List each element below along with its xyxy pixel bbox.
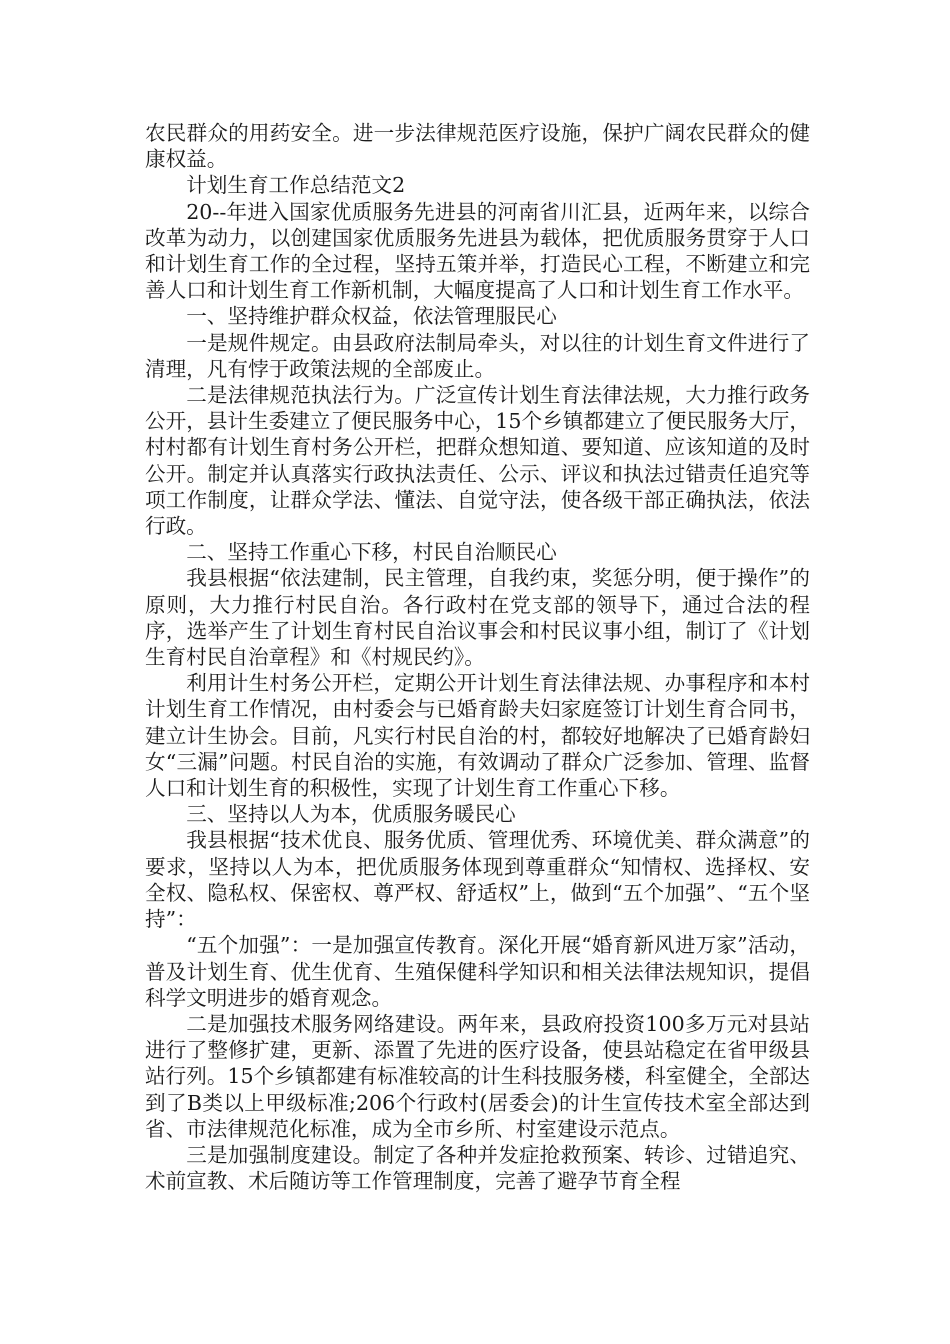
paragraph: 我县根据“技术优良、服务优质、管理优秀、环境优美、群众满意”的要求，坚持以人为本，把优质服务体现到尊重群众“知情权、选择权、安全权、隐私权、保密权、尊严权、舒适权”上，做到“五个加强”、“五个坚持”：: [145, 828, 810, 932]
paragraph: 二是法律规范执法行为。广泛宣传计划生育法律法规，大力推行政务公开，县计生委建立了便民服务中心，15个乡镇都建立了便民服务大厅，村村都有计划生育村务公开栏，把群众想知道、要知道、应该知道的及时公开。制定并认真落实行政执法责任、公示、评议和执法过错责任追究等项工作制度，让群众学法、懂法、自觉守法，使各级干部正确执法，依法行政。: [145, 383, 810, 539]
article-title: 计划生育工作总结范文2: [186, 173, 406, 198]
section-heading-2: 二、坚持工作重心下移，村民自治顺民心: [186, 540, 557, 565]
paragraph: 三是加强制度建设。制定了各种并发症抢救预案、转诊、过错追究、术前宣教、术后随访等工作管理制度，完善了避孕节育全程: [145, 1142, 810, 1194]
paragraph: 利用计生村务公开栏，定期公开计划生育法律法规、办事程序和本村计划生育工作情况，由村委会与已婚育龄夫妇家庭签订计划生育合同书，建立计生协会。目前，凡实行村民自治的村，都较好地解决了已婚育龄妇女“三漏”问题。村民自治的实施，有效调动了群众广泛参加、管理、监督人口和计划生育的积极性，实现了计划生育工作重心下移。: [145, 671, 810, 801]
document-body: [145, 120, 810, 1194]
paragraph: 我县根据“依法建制，民主管理，自我约束，奖惩分明，便于操作”的原则，大力推行村民自治。各行政村在党支部的领导下，通过合法的程序，选举产生了计划生育村民自治议事会和村民议事小组，制订了《计划生育村民自治章程》和《村规民约》。: [145, 566, 810, 670]
paragraph: 二是加强技术服务网络建设。两年来，县政府投资100多万元对县站进行了整修扩建，更新、添置了先进的医疗设备，使县站稳定在省甲级县站行列。15个乡镇都建有标准较高的计生科技服务楼，科室健全，全部达到了B类以上甲级标准;206个行政村(居委会)的计生宣传技术室全部达到省、市法律规范化标准，成为全市乡所、村室建设示范点。: [145, 1011, 810, 1141]
paragraph-continuation: 农民群众的用药安全。进一步法律规范医疗设施，保护广阔农民群众的健康权益。: [145, 121, 810, 172]
paragraph-intro: 20--年进入国家优质服务先进县的河南省川汇县，近两年来，以综合改革为动力，以创建国家优质服务先进县为载体，把优质服务贯穿于人口和计划生育工作的全过程，坚持五策并举，打造民心工程，不断建立和完善人口和计划生育工作新机制，大幅度提高了人口和计划生育工作水平。: [145, 199, 810, 303]
section-heading-1: 一、坚持维护群众权益，依法管理服民心: [186, 304, 557, 329]
paragraph: “五个加强”：一是加强宣传教育。深化开展“婚育新风进万家”活动，普及计划生育、优生优育、生殖保健科学知识和相关法律法规知识，提倡科学文明进步的婚育观念。: [145, 933, 810, 1010]
paragraph: 一是规件规定。由县政府法制局牵头，对以往的计划生育文件进行了清理，凡有悖于政策法规的全部废止。: [145, 330, 810, 381]
section-heading-3: 三、坚持以人为本，优质服务暖民心: [186, 802, 516, 827]
